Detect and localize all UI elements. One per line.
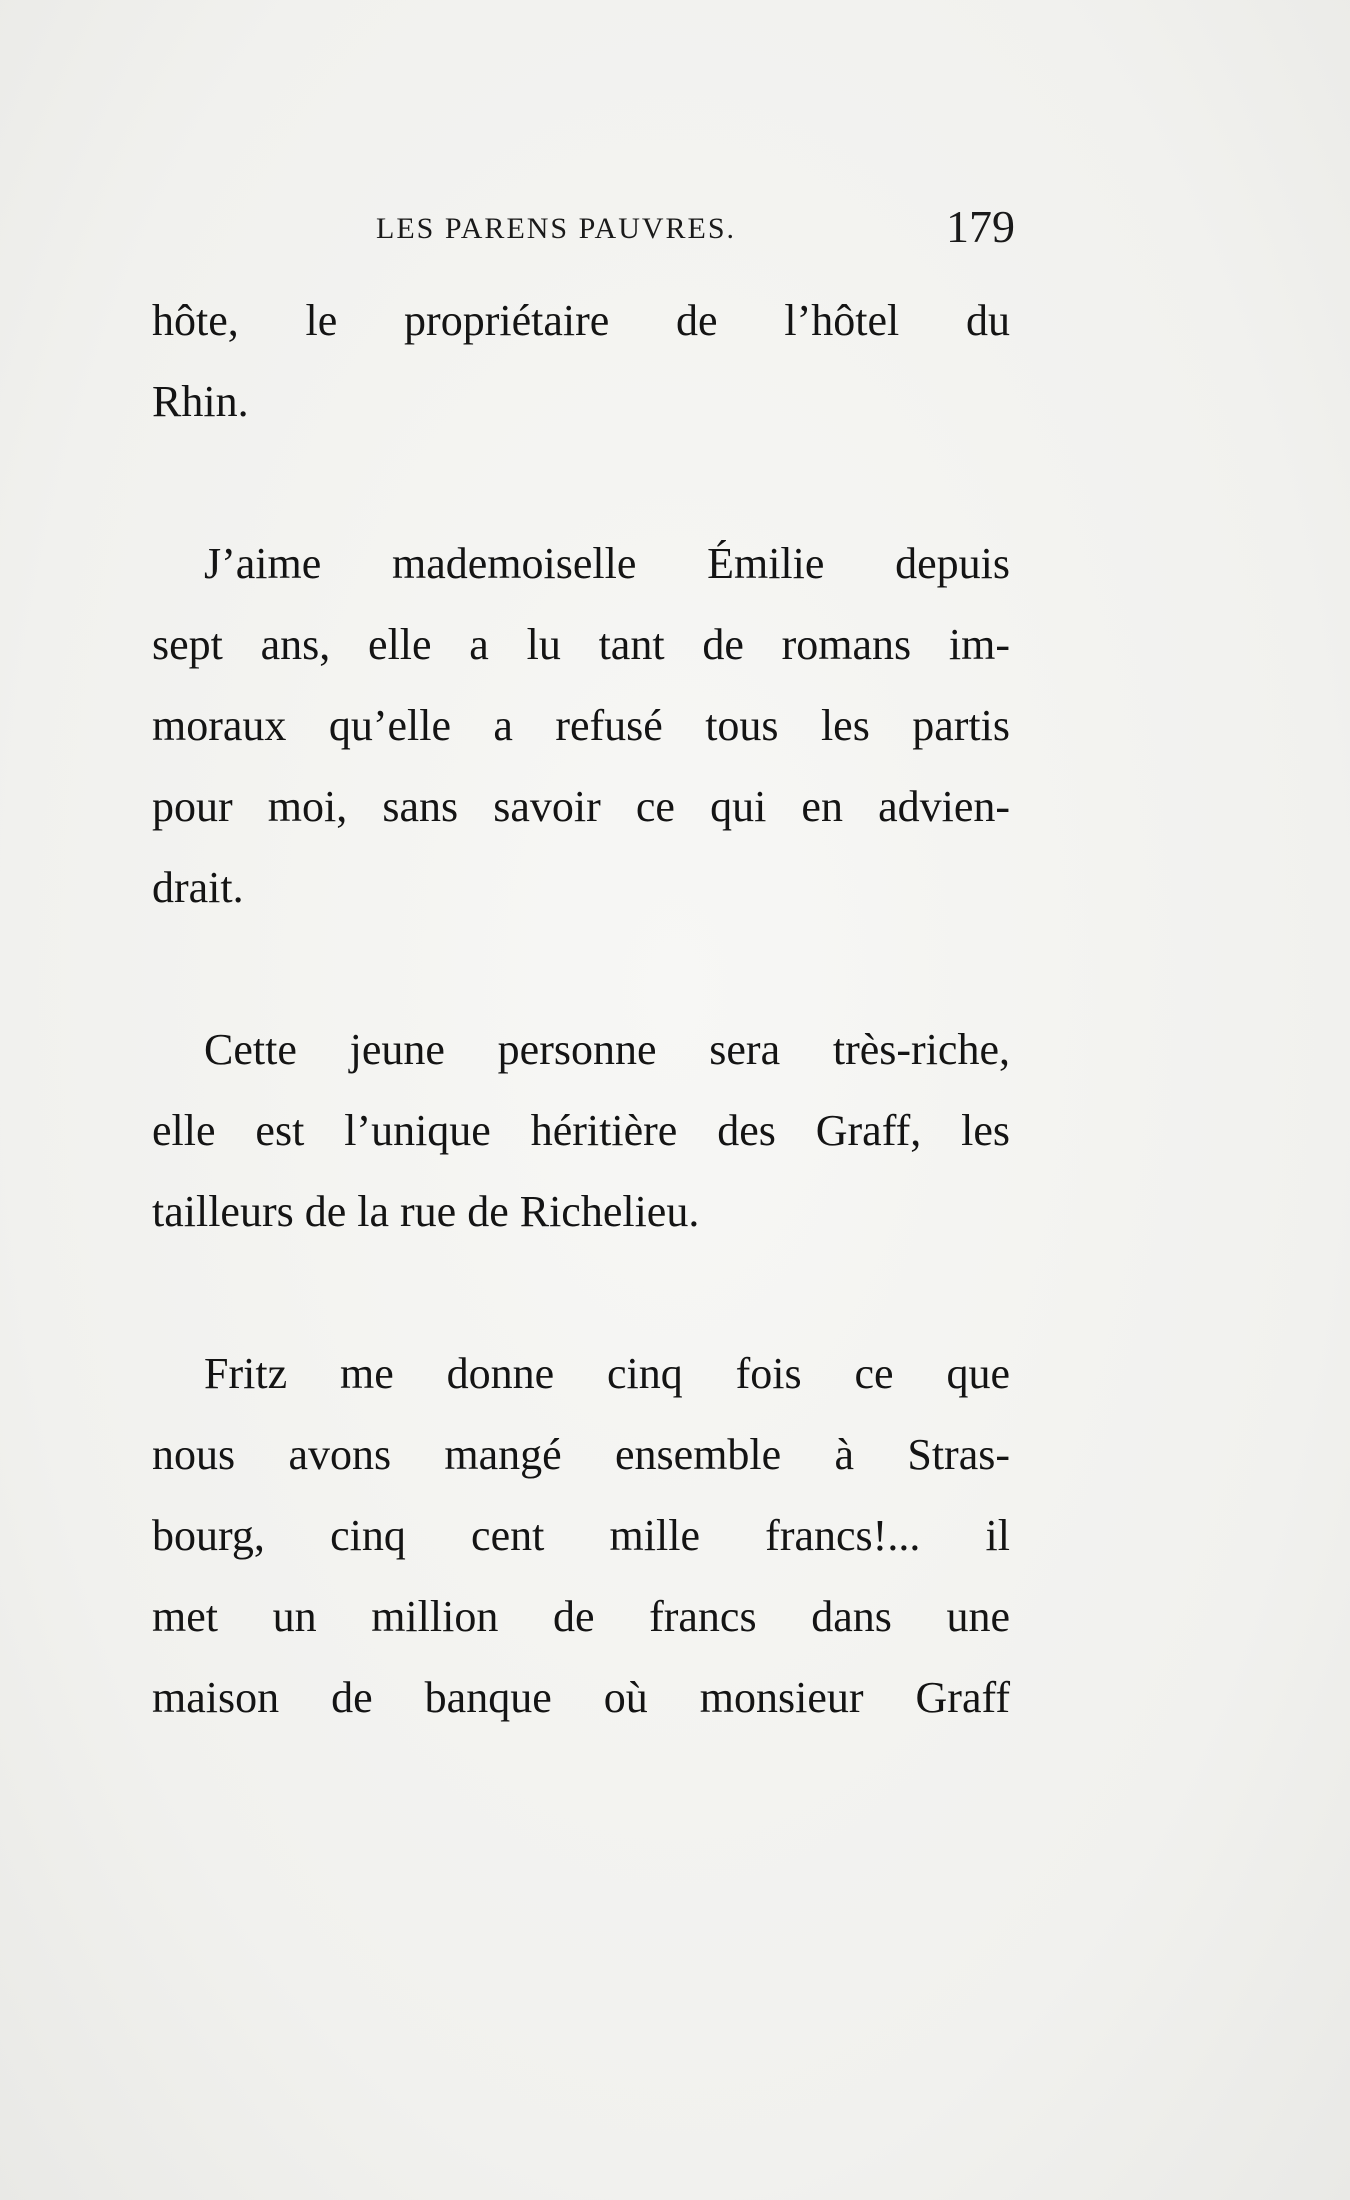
text-line: Fritz me donne cinq fois ce que	[204, 1349, 1010, 1398]
text-line: J’aime mademoiselle Émilie depuis	[204, 539, 1010, 588]
paragraph-gap	[152, 928, 1010, 1009]
text-line: maison de banque où monsieur Graff	[152, 1673, 1010, 1722]
text-line: tailleurs de la rue de Richelieu.	[152, 1187, 700, 1236]
text-line: sept ans, elle a lu tant de romans im-	[152, 620, 1010, 669]
text-line: pour moi, sans savoir ce qui en advien-	[152, 782, 1010, 831]
text-line: elle est l’unique héritière des Graff, les	[152, 1106, 1010, 1155]
text-line: met un million de francs dans une	[152, 1592, 1010, 1641]
paragraph-gap	[152, 1252, 1010, 1333]
running-head: LES PARENS PAUVRES.	[376, 212, 737, 245]
text-line: hôte, le propriétaire de l’hôtel du	[152, 296, 1010, 345]
paragraph-gap	[152, 442, 1010, 523]
body-text	[152, 280, 1010, 1738]
text-line: Cette jeune personne sera très-riche,	[204, 1025, 1010, 1074]
text-line: Rhin.	[152, 377, 249, 426]
text-line: moraux qu’elle a refusé tous les partis	[152, 701, 1010, 750]
text-line: drait.	[152, 863, 244, 912]
page-number: 179	[946, 201, 1015, 252]
text-line: nous avons mangé ensemble à Stras-	[152, 1430, 1010, 1479]
text-line: bourg, cinq cent mille francs!... il	[152, 1511, 1010, 1560]
